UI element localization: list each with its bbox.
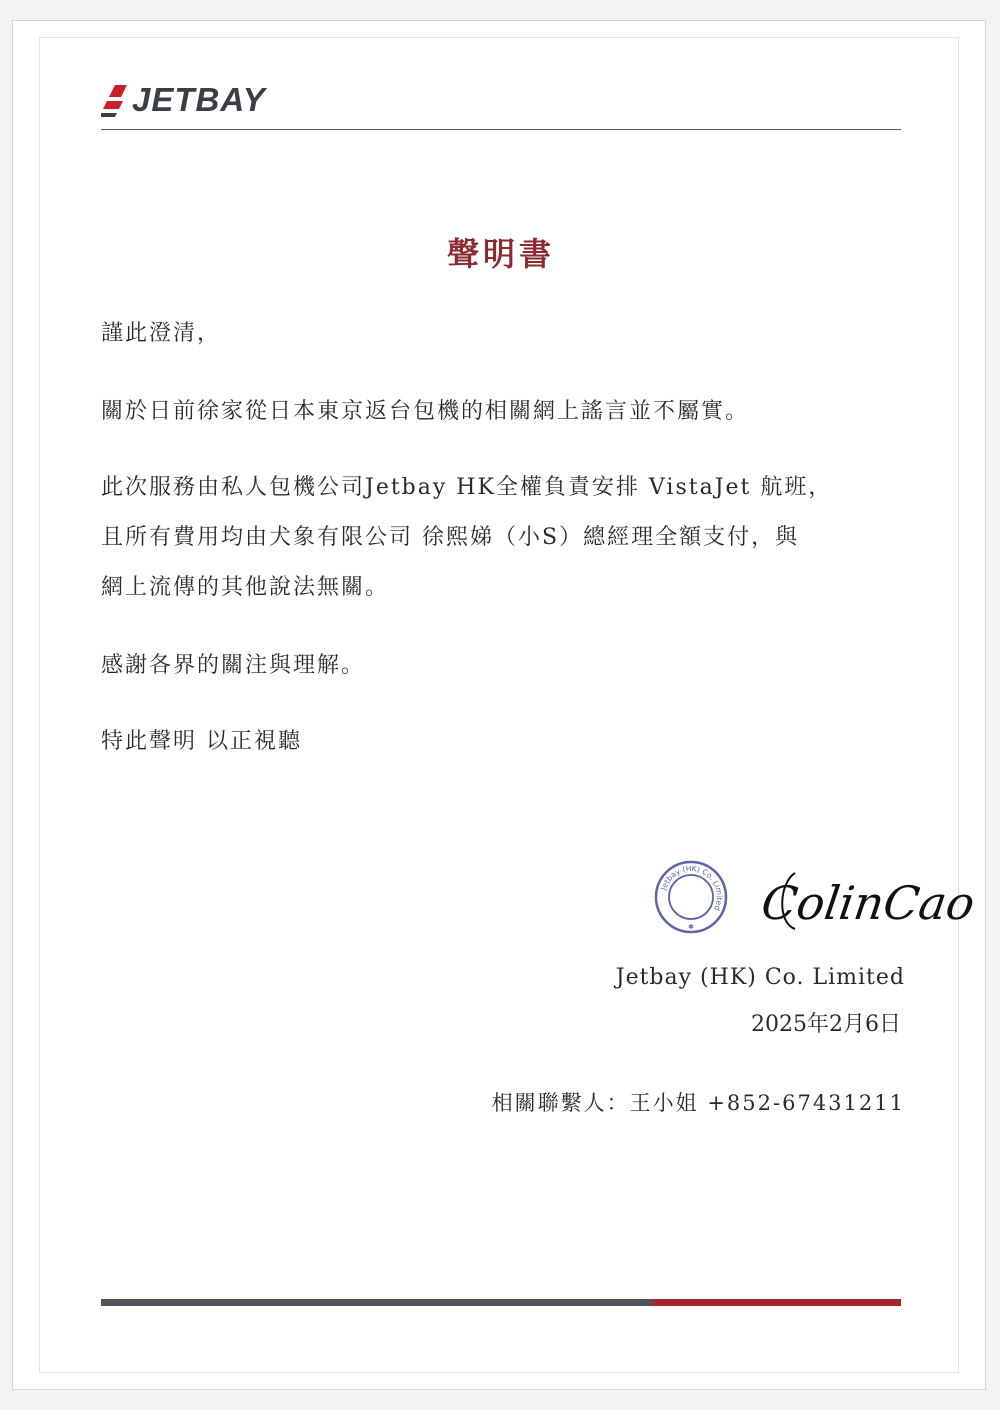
signature-text: ColinCao	[758, 876, 978, 930]
footer-bar	[101, 1299, 901, 1306]
svg-text:✱: ✱	[688, 923, 694, 931]
letter-page	[12, 20, 986, 1390]
handwritten-signature	[758, 853, 978, 943]
jetbay-logo-icon	[101, 83, 127, 117]
footer-bar-grey	[101, 1299, 653, 1306]
statement-date: 2025年2月6日	[751, 1012, 901, 1037]
seal-text: Jetbay (HK) Co. Limited	[659, 863, 725, 913]
paragraph-service-line3: 網上流傳的其他說法無關。	[101, 575, 390, 600]
paragraph-rumor: 關於日前徐家從日本東京返台包機的相關網上謠言並不屬實。	[101, 399, 750, 424]
paragraph-thanks: 感謝各界的關注與理解。	[101, 653, 366, 678]
company-seal-icon	[653, 859, 729, 935]
jetbay-logo	[101, 81, 266, 119]
logo-wordmark: JETBAY	[132, 81, 266, 118]
paragraph-service-line2: 且所有費用均由犬象有限公司 徐熙娣（小S）總經理全額支付，與	[101, 525, 800, 550]
header-divider	[101, 129, 901, 130]
footer-bar-red	[653, 1299, 901, 1306]
contact-person: 相關聯繫人：王小姐 +852-67431211	[491, 1091, 905, 1115]
company-name: Jetbay (HK) Co. Limited	[615, 965, 905, 990]
paragraph-service-line1: 此次服務由私人包機公司Jetbay HK全權負責安排 VistaJet 航班，	[101, 475, 833, 500]
paragraph-greeting: 謹此澄清，	[101, 321, 222, 346]
document-title: 聲明書	[446, 235, 555, 273]
paragraph-closing: 特此聲明 以正視聽	[101, 729, 302, 754]
